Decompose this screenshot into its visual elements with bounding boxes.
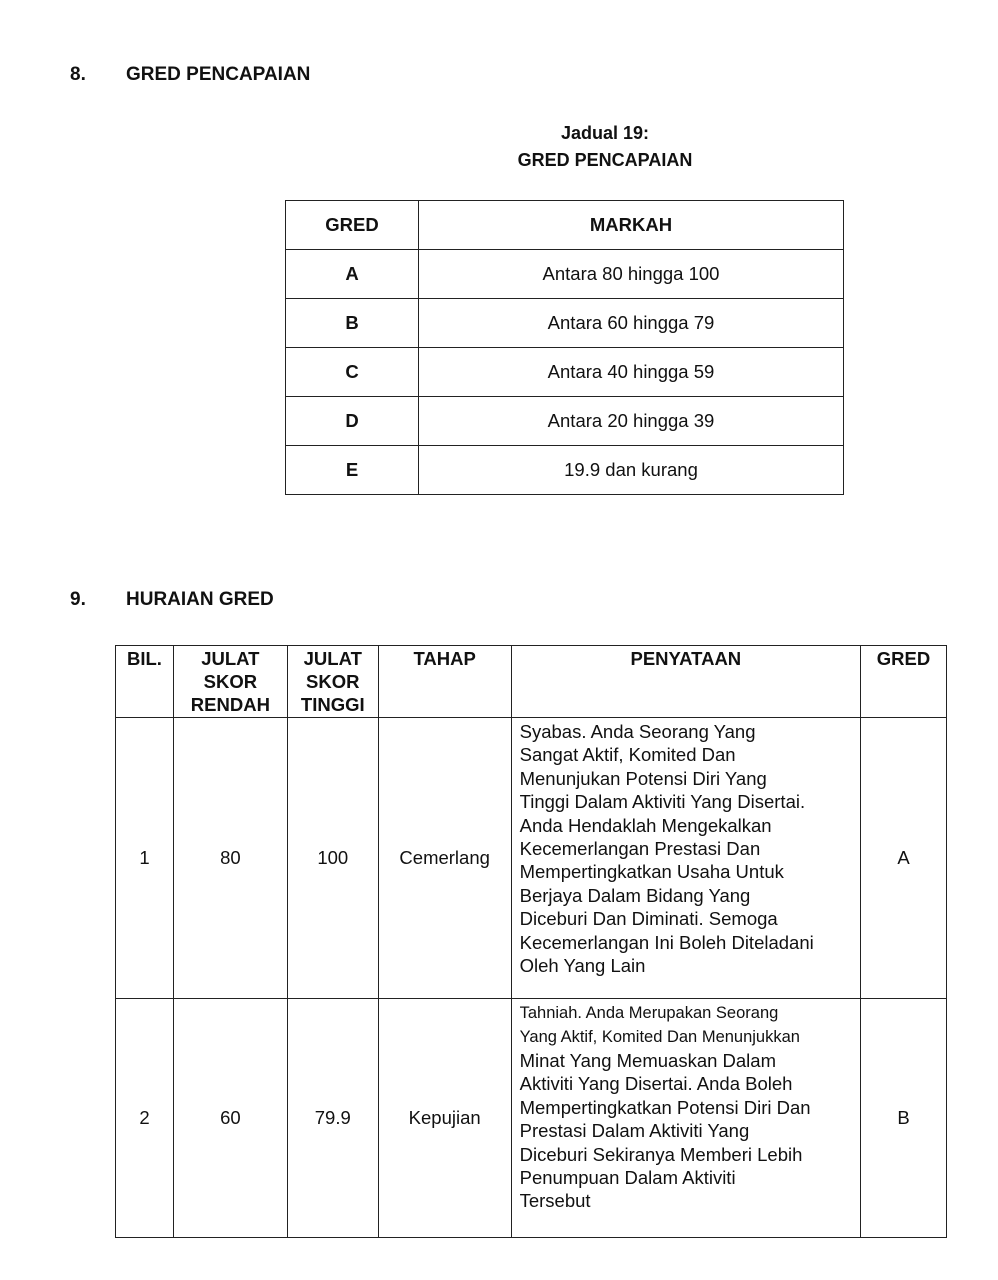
statement-line: Diceburi Dan Diminati. Semoga (519, 908, 778, 930)
statement-line: Mempertingkatkan Usaha Untuk (519, 861, 784, 883)
statement-line: Aktiviti Yang Disertai. Anda Boleh (519, 1073, 793, 1095)
statement-line: Syabas. Anda Seorang Yang (519, 721, 756, 742)
gred-cell: A (861, 718, 947, 999)
statement-line: Berjaya Dalam Bidang Yang (519, 884, 751, 906)
statement-cell (511, 718, 860, 999)
statement-line: Menunjukan Potensi Diri Yang (519, 767, 767, 789)
statement-line: Kecemerlangan Prestasi Dan (519, 838, 761, 860)
header-gred: GRED (861, 646, 947, 718)
marks-cell: Antara 40 hingga 59 (419, 348, 844, 397)
section-8-title: GRED PENCAPAIAN (126, 64, 311, 85)
header-julat-skor-tinggi (287, 646, 378, 718)
gred-cell: B (861, 999, 947, 1238)
header-line: RENDAH (190, 694, 270, 715)
header-bil: BIL. (116, 646, 174, 718)
marks-cell: 19.9 dan kurang (419, 446, 844, 495)
header-line: JULAT (201, 648, 260, 669)
statement-line: Mempertingkatkan Potensi Diri Dan (519, 1096, 811, 1118)
header-julat-skor-rendah (173, 646, 287, 718)
low-score-cell: 80 (173, 718, 287, 999)
header-tahap: TAHAP (378, 646, 511, 718)
grade-description-table (115, 645, 947, 1238)
bil-cell: 2 (116, 999, 174, 1238)
grade-cell: B (286, 299, 419, 348)
table-19-caption-number: Jadual 19: (560, 123, 650, 143)
statement-line: Sangat Aktif, Komited Dan (519, 744, 736, 766)
header-penyataan: PENYATAAN (511, 646, 860, 718)
statement-cell (511, 999, 860, 1238)
statement-line: Tinggi Dalam Aktiviti Yang Disertai. (519, 791, 806, 813)
header-markah: MARKAH (419, 201, 844, 250)
statement-line: Diceburi Sekiranya Memberi Lebih (519, 1143, 803, 1165)
low-score-cell: 60 (173, 999, 287, 1238)
header-gred: GRED (286, 201, 419, 250)
table-header-row (116, 646, 947, 718)
section-9-title: HURAIAN GRED (126, 589, 274, 610)
high-score-cell: 100 (287, 718, 378, 999)
marks-cell: Antara 20 hingga 39 (419, 397, 844, 446)
header-line: TINGGI (300, 694, 365, 715)
table-row (286, 250, 844, 299)
high-score-cell: 79.9 (287, 999, 378, 1238)
grade-cell: A (286, 250, 419, 299)
grade-cell: E (286, 446, 419, 495)
grade-cell: C (286, 348, 419, 397)
table-row (116, 999, 947, 1238)
header-line: JULAT (303, 648, 362, 669)
table-19-caption (480, 120, 730, 174)
statement-line: Kecemerlangan Ini Boleh Diteladani (519, 931, 814, 953)
tahap-cell: Cemerlang (378, 718, 511, 999)
header-line: SKOR (306, 671, 360, 692)
statement-line: Yang Aktif, Komited Dan Menunjukkan (519, 1028, 800, 1046)
statement-line: Penumpuan Dalam Aktiviti (519, 1167, 736, 1189)
statement-line: Prestasi Dalam Aktiviti Yang (519, 1120, 750, 1142)
table-row (286, 446, 844, 495)
section-8-number: 8. (70, 64, 86, 85)
grade-cell: D (286, 397, 419, 446)
statement-line: Minat Yang Memuaskan Dalam (519, 1050, 776, 1071)
grade-marks-table (285, 200, 844, 495)
table-row (286, 397, 844, 446)
marks-cell: Antara 80 hingga 100 (419, 250, 844, 299)
marks-cell: Antara 60 hingga 79 (419, 299, 844, 348)
header-line: SKOR (203, 671, 258, 692)
table-row (286, 348, 844, 397)
table-19-caption-title: GRED PENCAPAIAN (517, 150, 693, 170)
statement-line: Tersebut (519, 1190, 591, 1212)
bil-cell: 1 (116, 718, 174, 999)
statement-line: Oleh Yang Lain (519, 955, 646, 977)
statement-line: Anda Hendaklah Mengekalkan (519, 814, 772, 836)
statement-line: Tahniah. Anda Merupakan Seorang (519, 1004, 779, 1022)
section-9-number: 9. (70, 589, 86, 610)
table-row (116, 718, 947, 999)
tahap-cell: Kepujian (378, 999, 511, 1238)
table-header-row (286, 201, 844, 250)
table-row (286, 299, 844, 348)
